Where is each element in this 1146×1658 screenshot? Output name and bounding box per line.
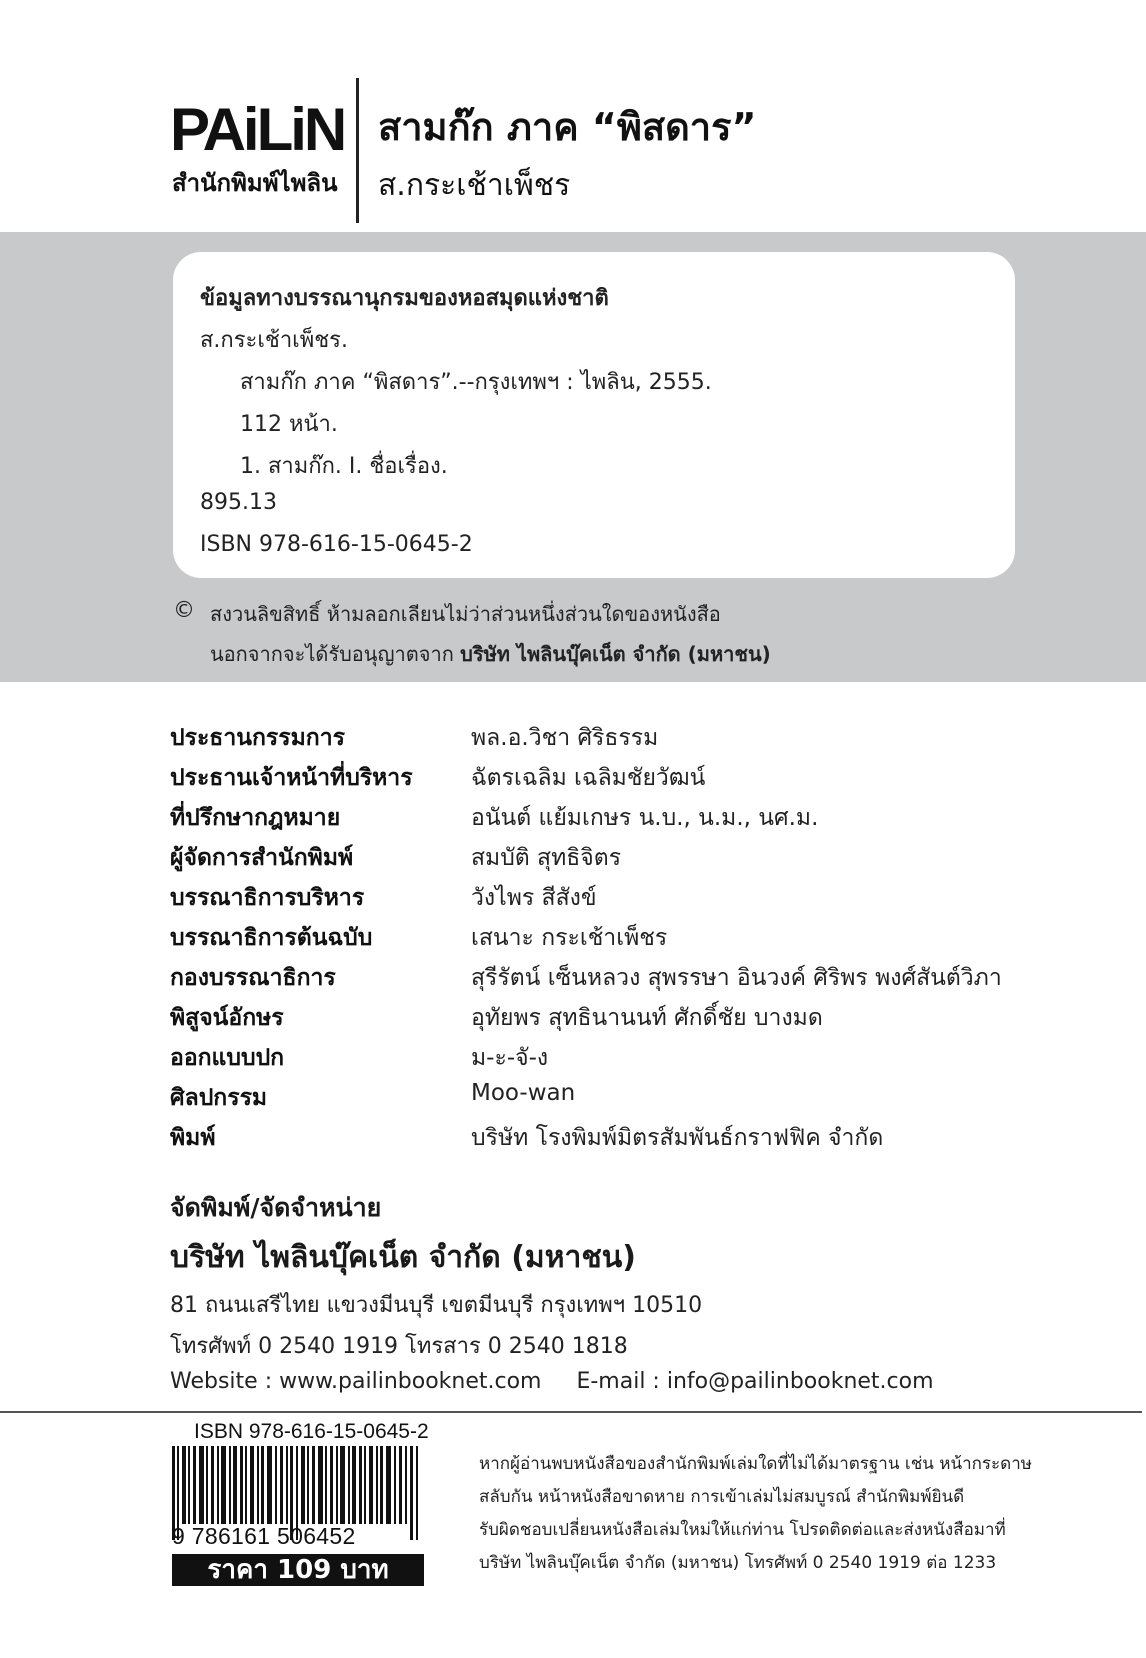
staff-role: พิมพ์ [170,1125,216,1151]
staff-name: เสนาะ กระเช้าเพ็ชร [471,925,668,951]
staff-role: ประธานกรรมการ [170,725,345,751]
staff-role: กองบรรณาธิการ [170,965,336,991]
staff-name: ม-ะ-จั-ง [471,1045,549,1071]
bottom-rule [0,1411,1142,1413]
notice-line: บริษัท ไพลินบุ๊คเน็ต จำกัด (มหาชน) โทรศัพท์ 0 2540 1919 ต่อ 1233 [479,1553,997,1573]
publisher-heading: จัดพิมพ์/จัดจำหน่าย [170,1193,382,1222]
staff-name: Moo-wan [471,1080,576,1106]
barcode-digits: 9 786161 506452 [172,1523,356,1549]
publisher-phone: โทรศัพท์ 0 2540 1919 โทรสาร 0 2540 1818 [170,1334,628,1359]
header [0,0,1146,232]
copyright-line-2 [210,638,771,670]
copyright-icon: © [173,598,195,623]
notice-line: หากผู้อ่านพบหนังสือของสำนักพิมพ์เล่มใดที่ไม่ได้มาตรฐาน เช่น หน้ากระดาษ [479,1454,1032,1474]
barcode-isbn: ISBN 978-616-15-0645-2 [194,1420,429,1443]
staff-name: บริษัท โรงพิมพ์มิตรสัมพันธ์กราฟฟิค จำกัด [471,1125,884,1151]
cip-isbn: ISBN 978-616-15-0645-2 [200,532,473,557]
copyright-company: บริษัท ไพลินบุ๊คเน็ต จำกัด (มหาชน) [460,642,771,666]
copyright-line-1: สงวนลิขสิทธิ์ ห้ามลอกเลียนไม่ว่าส่วนหนึ่งส่วนใดของหนังสือ [210,602,721,626]
book-title: สามก๊ก ภาค “พิสดาร” [378,105,757,149]
staff-name: สุรีรัตน์ เซ็นหลวง สุพรรษา อินวงค์ ศิริพร พงศ์สันต์วิภา [471,965,1002,991]
cip-subject: 1. สามก๊ก. I. ชื่อเรื่อง. [240,454,448,479]
publisher-name: บริษัท ไพลินบุ๊คเน็ต จำกัด (มหาชน) [170,1240,636,1275]
staff-role: ศิลปกรรม [170,1085,268,1111]
staff-role: บรรณาธิการบริหาร [170,885,365,911]
notice-line: สลับกัน หน้าหนังสือขาดหาย การเข้าเล่มไม่สมบูรณ์ สำนักพิมพ์ยินดี [479,1487,965,1507]
staff-role: บรรณาธิการต้นฉบับ [170,925,373,951]
publisher-address: 81 ถนนเสรีไทย แขวงมีนบุรี เขตมีนบุรี กรุงเทพฯ 10510 [170,1293,703,1318]
staff-name: อนันต์ แย้มเกษร น.บ., น.ม., นศ.ม. [471,805,819,831]
copyright-prefix: นอกจากจะได้รับอนุญาตจาก [210,642,461,666]
staff-role: พิสูจน์อักษร [170,1005,284,1031]
staff-name: อุทัยพร สุทธินานนท์ ศักดิ์ชัย บางมด [471,1005,823,1031]
price-label: ราคา 109 บาท [172,1554,424,1586]
cip-author: ส.กระเช้าเพ็ชร. [200,328,348,353]
book-author: ส.กระเช้าเพ็ชร [378,168,571,203]
publisher-web: Website : www.pailinbooknet.com E-mail : info@pailinbooknet.com [170,1369,934,1394]
staff-name: สมบัติ สุทธิจิตร [471,845,622,871]
staff-name: พล.อ.วิชา ศิริธรรม [471,725,659,751]
cip-classification: 895.13 [200,490,277,515]
notice-line: รับผิดชอบเปลี่ยนหนังสือเล่มใหม่ให้แก่ท่าน โปรดติดต่อและส่งหนังสือมาที่ [479,1520,1006,1540]
staff-role: ออกแบบปก [170,1045,285,1071]
staff-role: ที่ปรึกษากฎหมาย [170,805,341,831]
staff-role: ผู้จัดการสำนักพิมพ์ [170,845,354,871]
header-divider [356,78,359,223]
cip-title-line: สามก๊ก ภาค “พิสดาร”.--กรุงเทพฯ : ไพลิน, 2555. [240,370,712,395]
publisher-logo: PAiLiN [170,96,345,163]
staff-name: ฉัตรเฉลิม เฉลิมชัยวัฒน์ [471,765,706,791]
cip-pages: 112 หน้า. [240,412,338,437]
cip-heading: ข้อมูลทางบรรณานุกรมของหอสมุดแห่งชาติ [200,286,609,311]
staff-role: ประธานเจ้าหน้าที่บริหาร [170,765,413,791]
publisher-logo-subtitle: สำนักพิมพ์ไพลิน [172,169,338,197]
staff-name: วังไพร สีสังข์ [471,885,597,911]
